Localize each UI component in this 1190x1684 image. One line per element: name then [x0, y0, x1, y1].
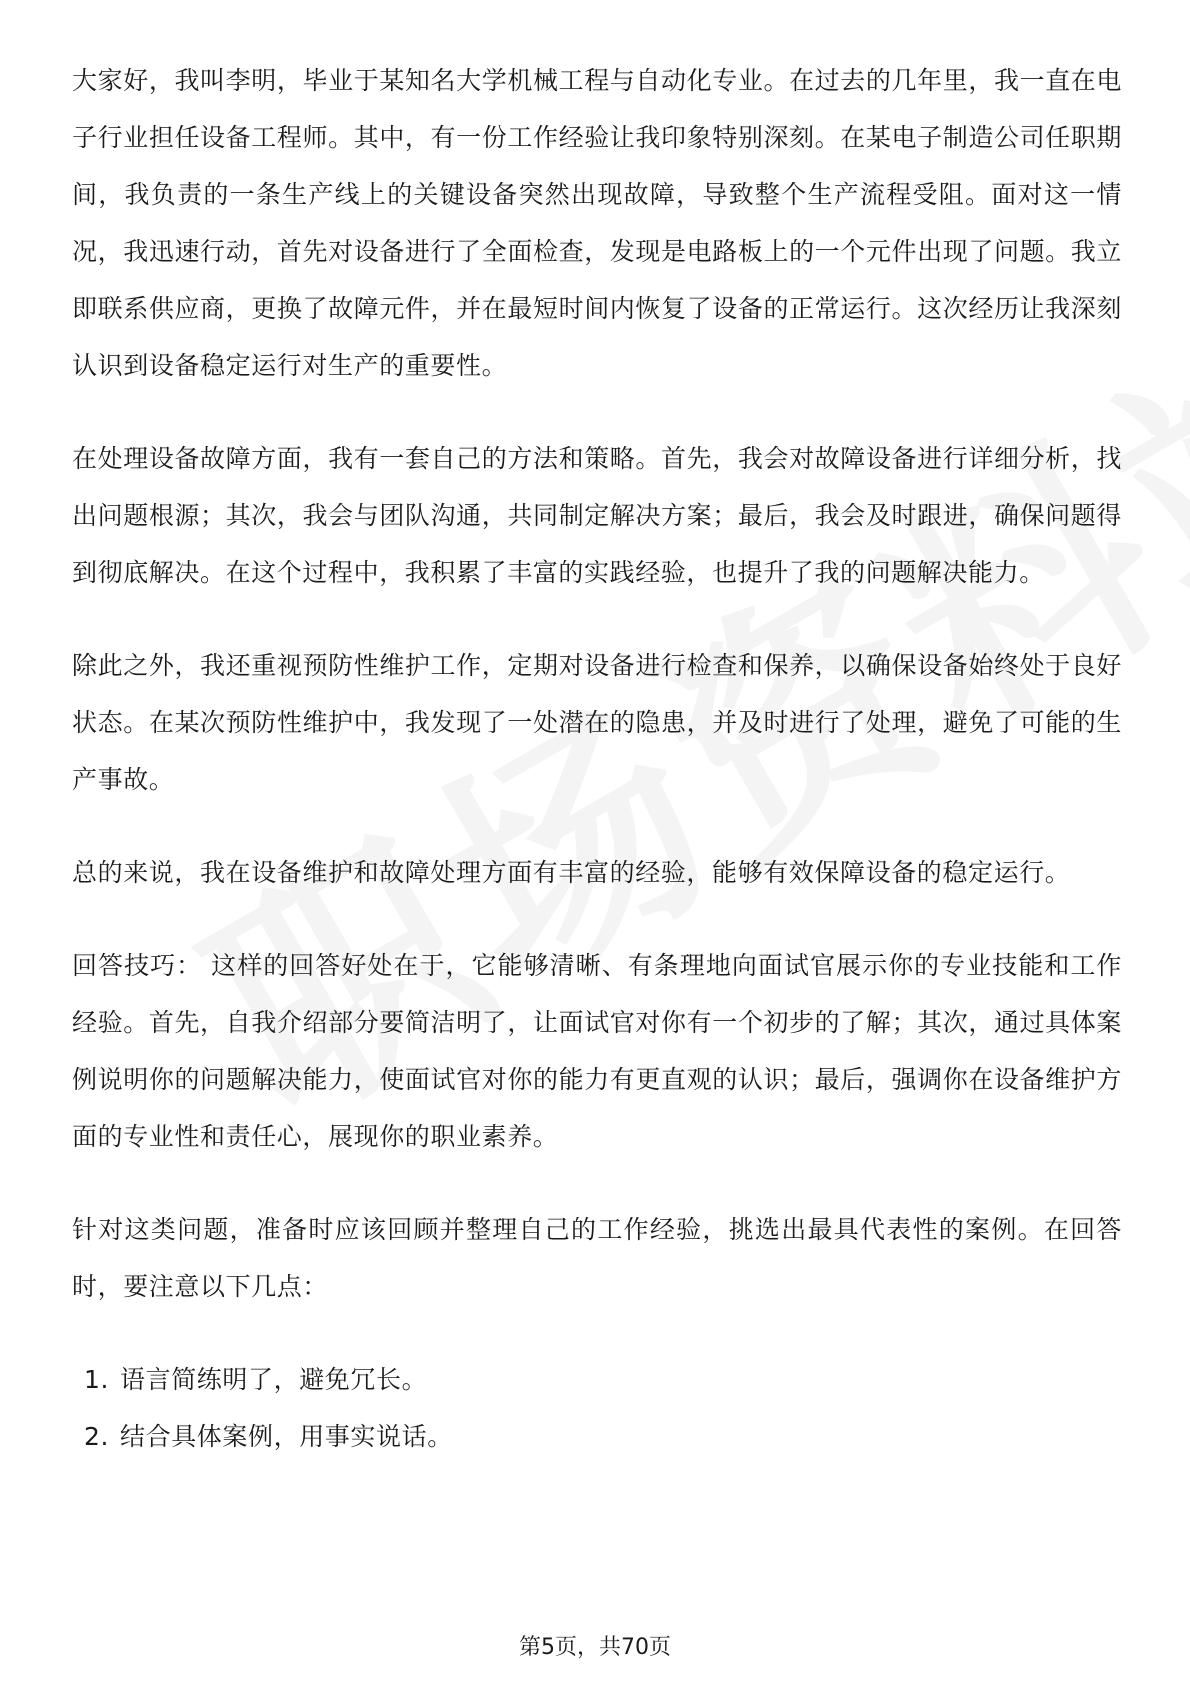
- list-item-number: 2.: [84, 1422, 110, 1451]
- list-item: [72, 1408, 1122, 1465]
- paragraph-answer-tips: 回答技巧： 这样的回答好处在于，它能够清晰、有条理地向面试官展示你的专业技能和工作经验。首先，自我介绍部分要简洁明了，让面试官对你有一个初步的了解；其次，通过具体案例说明你的问题解决能力，使面试官对你的能力有更直观的认识；最后，强调你在设备维护方面的专业性和责任心，展现你的职业素养。: [72, 951, 1122, 1151]
- paragraph-preventive-maintenance: 除此之外，我还重视预防性维护工作，定期对设备进行检查和保养，以确保设备始终处于良好状态。在某次预防性维护中，我发现了一处潜在的隐患，并及时进行了处理，避免了可能的生产事故。: [72, 651, 1122, 794]
- paragraph-fault-handling: 在处理设备故障方面，我有一套自己的方法和策略。首先，我会对故障设备进行详细分析，找出问题根源；其次，我会与团队沟通，共同制定解决方案；最后，我会及时跟进，确保问题得到彻底解决。在这个过程中，我积累了丰富的实践经验，也提升了我的问题解决能力。: [72, 444, 1122, 587]
- paragraph-summary: 总的来说，我在设备维护和故障处理方面有丰富的经验，能够有效保障设备的稳定运行。: [72, 858, 1071, 887]
- tips-list: [72, 1351, 1122, 1465]
- paragraph-intro: 大家好，我叫李明，毕业于某知名大学机械工程与自动化专业。在过去的几年里，我一直在电子行业担任设备工程师。其中，有一份工作经验让我印象特别深刻。在某电子制造公司任职期间，我负责的一条生产线上的关键设备突然出现故障，导致整个生产流程受阻。面对这一情况，我迅速行动，首先对设备进行了全面检查，发现是电路板上的一个元件出现了问题。我立即联系供应商，更换了故障元件，并在最短时间内恢复了设备的正常运行。这次经历让我深刻认识到设备稳定运行对生产的重要性。: [72, 66, 1122, 380]
- list-item-text: 结合具体案例，用事实说话。: [120, 1422, 453, 1451]
- paragraph-preparation: 针对这类问题，准备时应该回顾并整理自己的工作经验，挑选出最具代表性的案例。在回答时，要注意以下几点：: [72, 1215, 1122, 1301]
- document-body: [72, 52, 1122, 1465]
- page-number-footer: 第5页，共70页: [519, 1635, 671, 1660]
- list-item: [72, 1351, 1122, 1408]
- list-item-text: 语言简练明了，避免冗长。: [120, 1365, 428, 1394]
- list-item-number: 1.: [84, 1365, 110, 1394]
